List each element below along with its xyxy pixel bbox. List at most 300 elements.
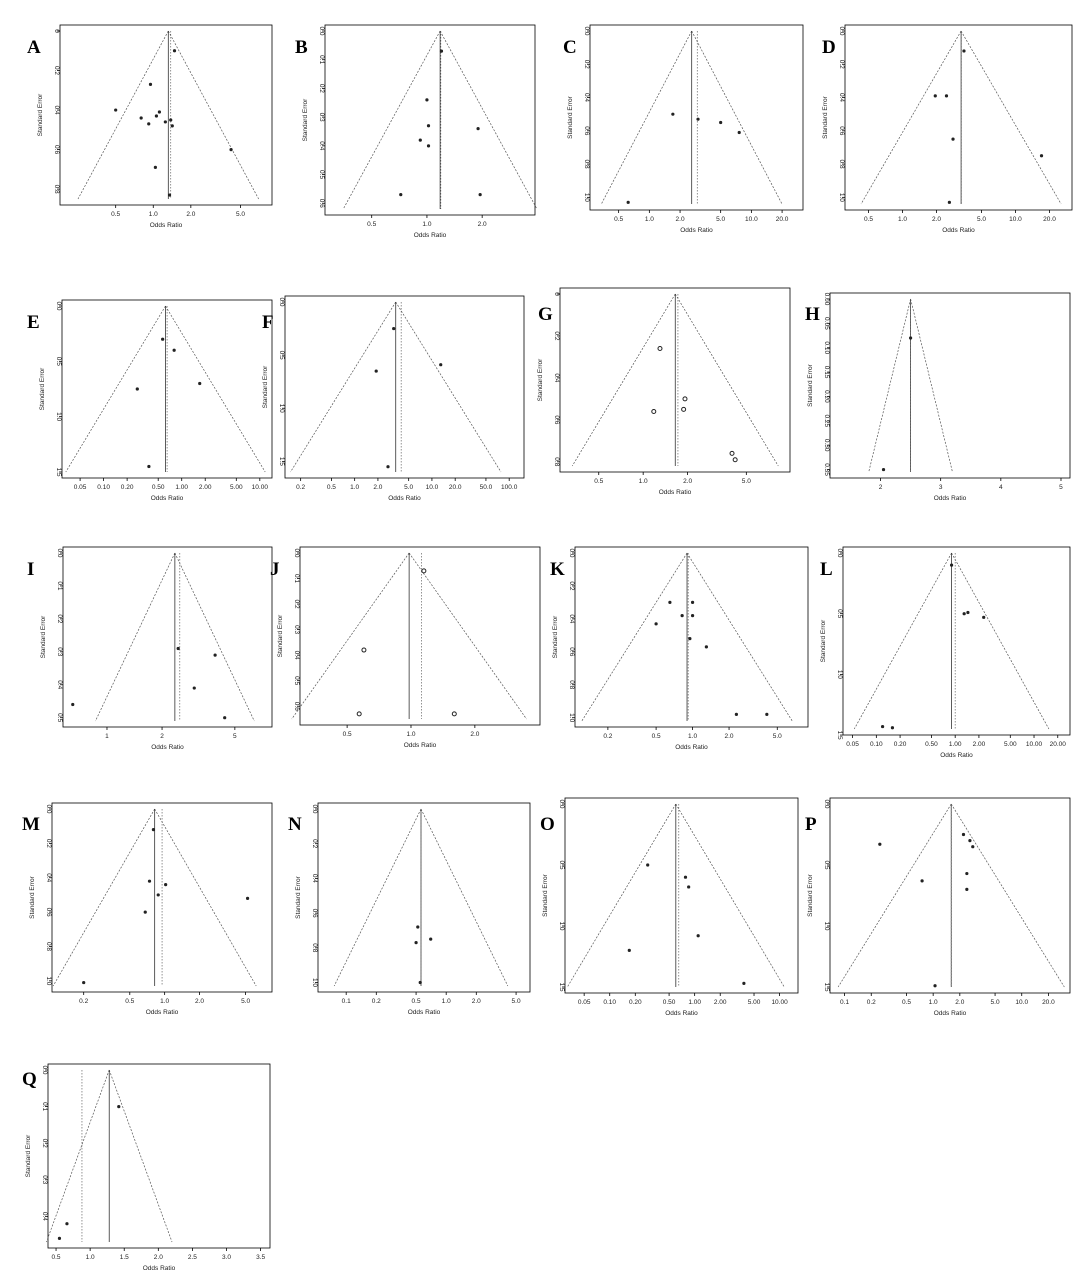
study-point — [117, 1105, 120, 1108]
x-tick-label: 0.05 — [577, 999, 591, 1006]
funnel-panel-j — [270, 547, 540, 749]
study-point — [719, 121, 722, 124]
study-point — [658, 347, 662, 351]
x-tick-label: 2.0 — [477, 221, 487, 228]
plot-frame — [845, 25, 1072, 210]
funnel-panel-m — [22, 803, 272, 1016]
x-tick-label: 0.5 — [51, 1254, 61, 1261]
funnel-left-boundary — [334, 809, 421, 986]
funnel-left-boundary — [601, 31, 691, 204]
x-tick-label: 1.00 — [175, 484, 189, 491]
study-point — [962, 833, 965, 836]
x-tick-label: 5.0 — [741, 478, 751, 485]
y-tick-label: 0.05 — [823, 317, 830, 330]
x-tick-label: 2.0 — [675, 216, 685, 223]
y-tick-label: 0.3 — [318, 112, 325, 122]
funnel-right-boundary — [175, 553, 254, 721]
y-tick-label: 0.2 — [838, 59, 845, 69]
plot-frame — [843, 547, 1070, 735]
x-tick-label: 5.0 — [976, 216, 986, 223]
x-tick-label: 0.2 — [79, 998, 89, 1005]
y-axis-title: Standard Error — [39, 367, 46, 411]
x-tick-label: 0.50 — [662, 999, 676, 1006]
funnel-right-boundary — [165, 306, 265, 472]
x-tick-label: 5.0 — [404, 484, 414, 491]
y-tick-label: 0.2 — [41, 1138, 48, 1148]
plot-frame — [830, 798, 1070, 993]
study-point — [177, 647, 180, 650]
study-point — [214, 654, 217, 657]
study-point — [479, 193, 482, 196]
x-tick-label: 5.00 — [1003, 741, 1017, 748]
x-tick-label: 1.0 — [897, 216, 908, 223]
x-tick-label: 20.0 — [1042, 999, 1055, 1006]
x-tick-label: 1.0 — [638, 478, 648, 485]
funnel-right-boundary — [421, 809, 508, 986]
y-tick-label: 0.3 — [56, 647, 63, 657]
study-point — [691, 601, 694, 604]
y-tick-label: 0.2 — [318, 83, 325, 93]
x-tick-label: 0.5 — [411, 998, 421, 1005]
y-tick-label: 1.0 — [311, 978, 318, 988]
y-tick-label: 0.0 — [293, 548, 300, 558]
study-point — [164, 883, 167, 886]
panel-letter: N — [288, 814, 302, 835]
y-tick-label: 0.0 — [836, 548, 843, 558]
study-point — [452, 712, 456, 716]
study-point — [399, 193, 402, 196]
funnel-panel-n — [288, 803, 530, 1016]
x-tick-label: 10.00 — [251, 484, 268, 491]
y-tick-label: 0.4 — [583, 93, 590, 103]
study-point — [945, 94, 948, 97]
x-tick-label: 2.0 — [470, 731, 480, 738]
study-point — [427, 144, 430, 147]
study-point — [738, 131, 741, 134]
y-axis-title: Standard Error — [822, 96, 829, 139]
funnel-right-boundary — [675, 294, 778, 466]
y-tick-label: 0.0 — [55, 301, 62, 311]
panel-letter: P — [805, 814, 817, 835]
funnel-left-boundary — [53, 809, 155, 986]
x-tick-label: 5.00 — [747, 999, 761, 1006]
y-tick-label: 0.8 — [838, 159, 845, 169]
funnel-right-boundary — [168, 31, 258, 199]
study-point — [419, 981, 422, 984]
x-tick-label: 0.5 — [863, 216, 874, 223]
y-tick-label: 1.0 — [558, 921, 565, 931]
x-tick-label: 100.0 — [501, 484, 518, 491]
x-tick-label: 2.0 — [683, 478, 693, 485]
y-tick-label: 0.0 — [311, 804, 318, 814]
x-axis-title: Odds Ratio — [933, 1010, 967, 1017]
y-tick-label: 1.0 — [823, 921, 830, 931]
funnel-left-boundary — [95, 553, 174, 721]
y-tick-label: 1.5 — [278, 456, 285, 466]
funnel-panel-p — [805, 798, 1070, 1017]
x-tick-label: 50.0 — [479, 484, 493, 491]
y-tick-label: 0.0 — [558, 799, 565, 809]
funnel-panel-o — [540, 798, 798, 1017]
y-tick-label: 0.4 — [568, 614, 575, 624]
y-tick-label: 0.5 — [293, 676, 300, 686]
y-tick-label: 0.1 — [56, 581, 63, 591]
funnel-right-boundary — [409, 553, 526, 719]
study-point — [440, 49, 443, 52]
study-point — [891, 726, 894, 729]
funnel-right-boundary — [687, 553, 792, 721]
study-point — [646, 863, 649, 866]
y-tick-label: 0.5 — [55, 356, 62, 366]
y-tick-label: 0.4 — [293, 650, 300, 660]
y-tick-label: 0.6 — [45, 907, 52, 917]
y-tick-label: 0.6 — [311, 908, 318, 918]
study-point — [971, 845, 974, 848]
study-point — [362, 648, 366, 652]
panel-letter: A — [27, 37, 41, 58]
y-axis-title: Standard Error — [542, 874, 549, 917]
plot-frame — [300, 547, 540, 725]
x-axis-title: Odds Ratio — [151, 744, 184, 751]
y-tick-label: 1.5 — [836, 730, 843, 740]
y-axis-title: Standard Error — [302, 98, 309, 142]
funnel-panel-b — [295, 25, 537, 239]
y-tick-label: 0.6 — [838, 126, 845, 136]
x-tick-label: 0.1 — [840, 999, 850, 1006]
funnel-left-boundary — [572, 294, 675, 466]
y-axis-title: Standard Error — [820, 619, 827, 663]
y-tick-label: 0.4 — [553, 373, 560, 383]
x-tick-label: 20.00 — [1049, 741, 1066, 748]
y-tick-label: 0.0 — [41, 1065, 48, 1075]
study-point — [742, 982, 745, 985]
plot-frame — [325, 25, 535, 215]
funnel-panel-q — [22, 1064, 270, 1272]
x-tick-label: 0.05 — [846, 741, 859, 748]
study-point — [627, 201, 630, 204]
panel-letter: M — [22, 814, 40, 835]
study-point — [419, 138, 422, 141]
y-tick-label: 0.2 — [583, 59, 590, 69]
y-tick-label: 1.0 — [278, 403, 285, 413]
y-tick-label: 0.4 — [311, 873, 318, 883]
x-axis-title: Odds Ratio — [145, 1009, 179, 1016]
y-tick-label: 0.0 — [823, 799, 830, 809]
y-tick-label: 0.4 — [41, 1211, 48, 1221]
y-tick-label: 0.5 — [56, 713, 63, 723]
study-point — [982, 616, 985, 619]
study-point — [114, 108, 117, 111]
y-tick-label: 0.8 — [311, 943, 318, 953]
y-tick-label: 0.0 — [583, 26, 590, 36]
funnel-right-boundary — [676, 804, 784, 987]
study-point — [136, 387, 139, 390]
y-tick-label: 0.6 — [318, 198, 325, 208]
study-point — [683, 397, 687, 401]
x-tick-label: 0.5 — [111, 211, 121, 218]
x-tick-label: 1.0 — [928, 999, 938, 1006]
x-tick-label: 0.20 — [893, 741, 907, 748]
study-point — [246, 897, 249, 900]
x-tick-label: 5 — [1059, 484, 1063, 491]
study-point — [198, 382, 201, 385]
funnel-panel-h — [805, 293, 1070, 502]
funnel-right-boundary — [911, 299, 953, 472]
study-point — [687, 885, 690, 888]
x-tick-label: 0.2 — [603, 733, 613, 740]
study-point — [965, 872, 968, 875]
study-point — [1040, 154, 1043, 157]
study-point — [963, 612, 966, 615]
panel-letter: J — [270, 559, 280, 580]
y-tick-label: 0.2 — [56, 614, 63, 624]
x-tick-label: 1.0 — [441, 998, 451, 1005]
study-point — [909, 336, 912, 339]
y-tick-label: 0.2 — [568, 581, 575, 591]
plot-frame — [575, 547, 808, 727]
funnel-right-boundary — [952, 553, 1049, 729]
funnel-right-boundary — [440, 31, 537, 209]
y-tick-label: 0.5 — [823, 860, 830, 870]
y-tick-label: 1.0 — [838, 192, 845, 202]
y-tick-label: 0.8 — [45, 941, 52, 951]
x-tick-label: 0.5 — [342, 731, 352, 738]
study-point — [158, 110, 161, 113]
x-tick-label: 2.0 — [153, 1254, 163, 1261]
funnel-left-boundary — [343, 31, 440, 209]
x-axis-title: Odds Ratio — [403, 742, 437, 749]
panel-letter: L — [820, 559, 833, 580]
x-axis-title: Odds Ratio — [413, 232, 447, 239]
study-point — [144, 911, 147, 914]
study-point — [697, 934, 700, 937]
funnel-right-boundary — [961, 31, 1061, 204]
study-point — [375, 369, 378, 372]
y-tick-label: 1.0 — [45, 976, 52, 986]
x-tick-label: 0.10 — [97, 484, 110, 491]
x-tick-label: 2.00 — [972, 741, 986, 748]
x-axis-title: Odds Ratio — [150, 495, 184, 502]
study-point — [161, 338, 164, 341]
study-point — [164, 120, 167, 123]
study-point — [965, 888, 968, 891]
x-tick-label: 1.00 — [688, 999, 701, 1006]
study-point — [688, 637, 691, 640]
funnel-panel-i — [27, 547, 272, 751]
study-point — [429, 938, 432, 941]
x-tick-label: 5.0 — [990, 999, 1000, 1006]
x-tick-label: 0.5 — [367, 221, 377, 228]
y-tick-label: 0.1 — [293, 574, 300, 584]
y-tick-label: 1.5 — [55, 467, 62, 477]
y-tick-label: 0 — [553, 292, 560, 296]
study-point — [171, 124, 174, 127]
study-point — [439, 363, 442, 366]
x-tick-label: 2.0 — [373, 484, 383, 491]
x-tick-label: 1.0 — [688, 733, 698, 740]
x-tick-label: 1.0 — [406, 731, 416, 738]
study-point — [705, 645, 708, 648]
x-tick-label: 1.0 — [350, 484, 360, 491]
funnel-right-boundary — [951, 804, 1064, 987]
x-axis-title: Odds Ratio — [940, 752, 973, 759]
funnel-left-boundary — [46, 1070, 109, 1242]
study-point — [476, 127, 479, 130]
y-tick-label: 0.25 — [823, 414, 830, 428]
y-tick-label: 0.0 — [838, 26, 845, 36]
y-tick-label: 0.6 — [53, 145, 60, 155]
y-tick-label: 0.2 — [53, 66, 60, 76]
funnel-left-boundary — [854, 553, 951, 729]
x-tick-label: 2.0 — [186, 211, 196, 218]
x-tick-label: 0.2 — [296, 484, 306, 491]
y-axis-title: Standard Error — [29, 876, 36, 919]
x-axis-title: Odds Ratio — [142, 1265, 176, 1272]
y-tick-label: 0.0 — [56, 548, 63, 558]
x-tick-label: 0.50 — [151, 484, 165, 491]
study-point — [733, 458, 737, 462]
x-tick-label: 5.0 — [716, 216, 726, 223]
y-tick-label: 0.0 — [278, 297, 285, 307]
y-tick-label: 0.1 — [318, 55, 325, 65]
y-axis-title: Standard Error — [40, 615, 47, 659]
y-axis-title: Standard Error — [807, 364, 814, 407]
study-point — [765, 713, 768, 716]
x-axis-title: Odds Ratio — [388, 495, 421, 502]
study-point — [652, 409, 656, 413]
y-tick-label: 0.6 — [553, 415, 560, 425]
study-point — [168, 193, 171, 196]
x-tick-label: 3.0 — [221, 1254, 232, 1261]
panel-letter: H — [805, 304, 820, 325]
panel-letter: G — [538, 304, 553, 325]
panel-letter: K — [550, 559, 565, 580]
x-axis-title: Odds Ratio — [933, 495, 967, 502]
funnel-right-boundary — [155, 809, 257, 986]
panel-letter: O — [540, 814, 555, 835]
x-tick-label: 2 — [160, 733, 164, 740]
study-point — [193, 686, 196, 689]
study-point — [933, 984, 936, 987]
y-tick-label: 0.6 — [293, 701, 300, 711]
x-axis-title: Odds Ratio — [665, 1010, 698, 1017]
y-tick-label: 0.1 — [41, 1102, 48, 1112]
y-tick-label: 0.8 — [568, 680, 575, 690]
x-tick-label: 0.5 — [901, 999, 912, 1006]
funnel-left-boundary — [78, 31, 168, 199]
y-tick-label: 0.8 — [53, 184, 60, 194]
y-tick-label: 0.2 — [553, 331, 560, 341]
study-point — [654, 622, 657, 625]
x-tick-label: 3 — [938, 484, 943, 491]
y-tick-label: 0.8 — [583, 159, 590, 169]
y-tick-label: 0.2 — [293, 599, 300, 609]
study-point — [140, 116, 143, 119]
plot-frame — [830, 293, 1070, 478]
x-axis-title: Odds Ratio — [149, 222, 183, 229]
x-tick-label: 1.0 — [422, 221, 432, 228]
x-tick-label: 10.00 — [771, 999, 788, 1006]
study-point — [681, 614, 684, 617]
funnel-left-boundary — [869, 299, 911, 472]
x-axis-title: Odds Ratio — [658, 489, 692, 496]
x-tick-label: 5.0 — [241, 998, 251, 1005]
y-axis-title: Standard Error — [567, 96, 574, 139]
study-point — [882, 468, 885, 471]
funnel-panel-d — [822, 25, 1072, 234]
x-tick-label: 1.0 — [160, 998, 170, 1005]
x-tick-label: 1.5 — [119, 1254, 129, 1261]
y-axis-title: Standard Error — [807, 874, 814, 917]
x-tick-label: 5.0 — [235, 211, 246, 218]
funnel-panel-f — [262, 296, 524, 502]
funnel-right-boundary — [692, 31, 782, 204]
y-tick-label: 1.0 — [568, 713, 575, 723]
x-tick-label: 0.50 — [925, 741, 938, 748]
x-tick-label: 10.00 — [1025, 741, 1043, 748]
x-tick-label: 20.0 — [1043, 216, 1056, 223]
study-point — [668, 601, 671, 604]
x-tick-label: 2.0 — [471, 998, 481, 1005]
x-axis-title: Odds Ratio — [942, 227, 975, 234]
y-tick-label: 0.6 — [583, 126, 590, 136]
study-point — [392, 327, 395, 330]
study-point — [58, 1237, 61, 1240]
y-axis-title: Standard Error — [277, 614, 284, 658]
x-tick-label: 2.00 — [198, 484, 212, 491]
study-point — [934, 94, 937, 97]
plot-frame — [48, 1064, 270, 1248]
x-axis-title: Odds Ratio — [675, 744, 708, 751]
x-tick-label: 5.00 — [229, 484, 243, 491]
y-tick-label: 0.6 — [568, 647, 575, 657]
x-tick-label: 4 — [999, 484, 1003, 491]
study-point — [65, 1222, 68, 1225]
study-point — [357, 712, 361, 716]
x-tick-label: 3.5 — [256, 1254, 266, 1261]
x-axis-title: Odds Ratio — [407, 1009, 441, 1016]
y-tick-label: 0.4 — [318, 141, 325, 151]
y-axis-title: Standard Error — [552, 615, 559, 659]
y-tick-label: 0.30 — [823, 438, 830, 452]
plot-frame — [318, 803, 530, 992]
y-tick-label: 0 — [53, 29, 60, 33]
study-point — [425, 98, 428, 101]
y-tick-label: 0.3 — [293, 625, 300, 635]
x-tick-label: 5.0 — [772, 733, 782, 740]
x-axis-title: Odds Ratio — [680, 227, 713, 234]
y-tick-label: 1.5 — [823, 982, 830, 992]
funnel-right-boundary — [109, 1070, 172, 1242]
y-tick-label: 0.3 — [41, 1175, 48, 1185]
panel-letter: I — [27, 559, 35, 580]
y-tick-label: 0.4 — [56, 680, 63, 690]
x-tick-label: 1.0 — [85, 1254, 95, 1261]
y-tick-label: 0.5 — [278, 350, 285, 360]
x-tick-label: 2.0 — [194, 998, 205, 1005]
study-point — [968, 839, 971, 842]
x-tick-label: 0.5 — [614, 216, 624, 223]
funnel-left-boundary — [861, 31, 961, 204]
y-tick-label: 0.35 — [823, 463, 830, 476]
study-point — [148, 880, 151, 883]
funnel-panel-g — [537, 288, 790, 496]
y-axis-title: Standard Error — [37, 93, 44, 137]
y-axis-title: Standard Error — [295, 876, 302, 919]
x-tick-label: 20.0 — [448, 484, 462, 491]
study-point — [735, 713, 738, 716]
study-point — [229, 148, 232, 151]
